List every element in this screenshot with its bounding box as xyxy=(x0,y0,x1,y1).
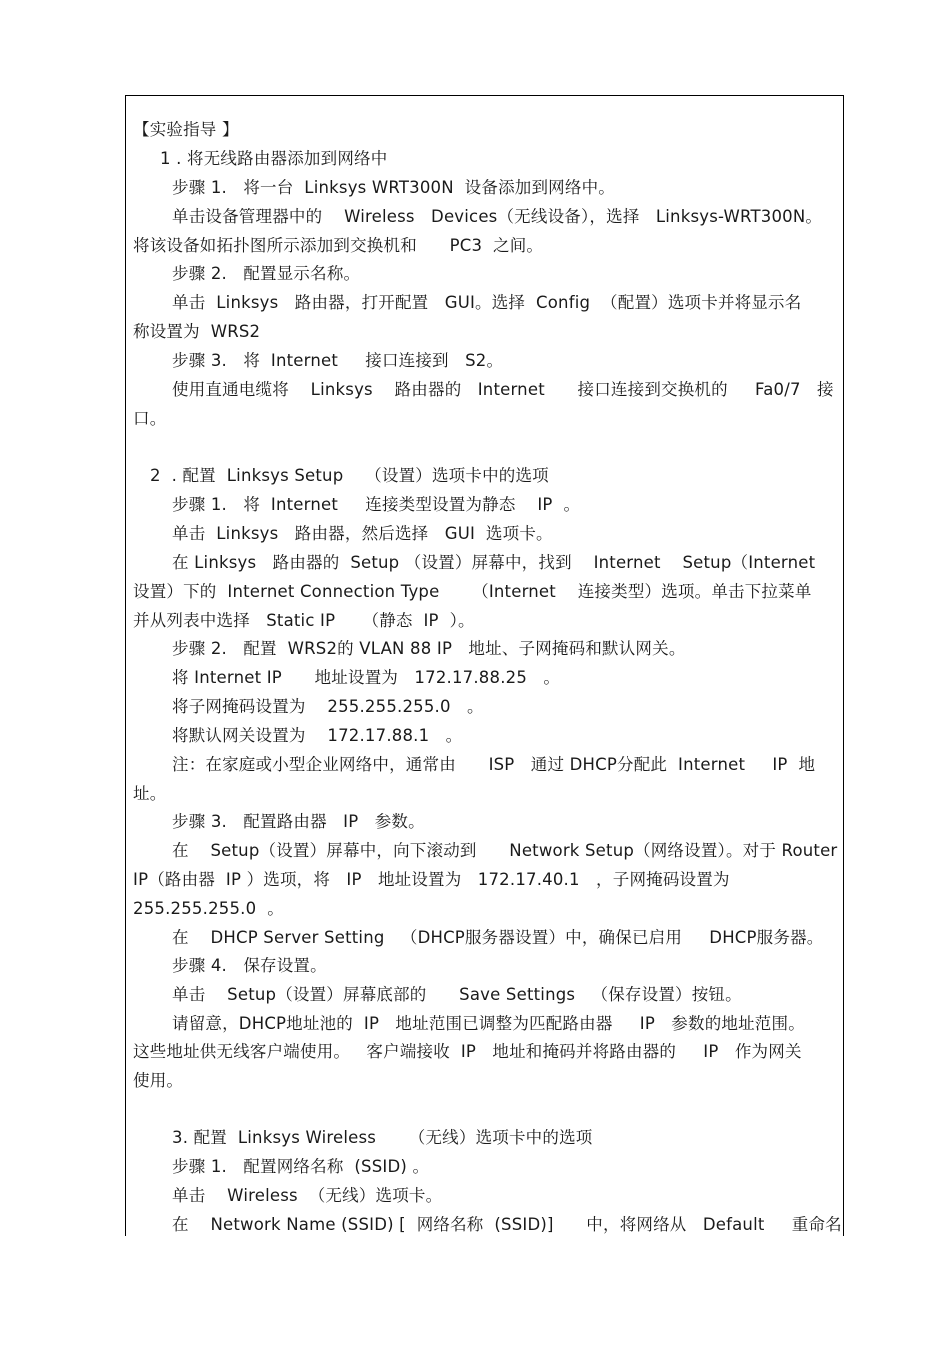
text-line: 在 DHCP Server Setting （DHCP服务器设置）中，确保已启用 DHCP服务器。 xyxy=(172,928,824,947)
section-title-1: 1 . 将无线路由器添加到网络中 xyxy=(160,149,388,168)
text-line: 步骤 2. 配置显示名称。 xyxy=(172,264,361,283)
text-line: 设置）下的 Internet Connection Type （Internet 连接类型）选项。单击下拉菜单 xyxy=(133,582,812,601)
text-line: 步骤 1. 将一台 Linksys WRT300N 设备添加到网络中。 xyxy=(172,178,615,197)
text-line: 口。 xyxy=(133,409,167,428)
text-line: 这些地址供无线客户端使用。 客户端接收 IP 地址和掩码并将路由器的 IP 作为网关 xyxy=(133,1042,802,1061)
text-line: 注：在家庭或小型企业网络中，通常由 ISP 通过 DHCP分配此 Internet IP 地 xyxy=(172,755,816,774)
text-line: 单击 Linksys 路由器，打开配置 GUI。选择 Config （配置）选项卡并将显示名 xyxy=(172,293,802,312)
text-line: 将默认网关设置为 172.17.88.1 。 xyxy=(172,726,463,745)
text-line: 将该设备如拓扑图所示添加到交换机和 PC3 之间。 xyxy=(133,236,544,255)
text-line: 址。 xyxy=(133,784,167,803)
text-line: 使用。 xyxy=(133,1071,184,1090)
text-line: 将 Internet IP 地址设置为 172.17.88.25 。 xyxy=(172,668,561,687)
text-line: 255.255.255.0 。 xyxy=(133,899,284,918)
text-line: 步骤 3. 配置路由器 IP 参数。 xyxy=(172,812,425,831)
section-heading: 【实验指导 】 xyxy=(133,120,239,139)
text-line: 单击 Setup（设置）屏幕底部的 Save Settings （保存设置）按钮。 xyxy=(172,985,742,1004)
text-line: 请留意，DHCP地址池的 IP 地址范围已调整为匹配路由器 IP 参数的地址范围。 xyxy=(172,1014,805,1033)
text-line: 步骤 3. 将 Internet 接口连接到 S2。 xyxy=(172,351,504,370)
text-line: 单击 Linksys 路由器，然后选择 GUI 选项卡。 xyxy=(172,524,553,543)
text-line: 步骤 1. 将 Internet 连接类型设置为静态 IP 。 xyxy=(172,495,581,514)
text-line: IP（路由器 IP ）选项，将 IP 地址设置为 172.17.40.1 ，子网掩码设置为 xyxy=(133,870,730,889)
text-line: 在 Linksys 路由器的 Setup （设置）屏幕中，找到 Internet Setup（Internet xyxy=(172,553,816,572)
text-line: 步骤 4. 保存设置。 xyxy=(172,956,327,975)
text-line: 使用直通电缆将 Linksys 路由器的 Internet 接口连接到交换机的 Fa0/7 接 xyxy=(172,380,834,399)
section-title-2: 2 . 配置 Linksys Setup （设置）选项卡中的选项 xyxy=(150,466,549,485)
text-line: 步骤 1. 配置网络名称 (SSID) 。 xyxy=(172,1157,430,1176)
text-line: 在 Network Name (SSID) [ 网络名称 (SSID)] 中，将网络从 Default 重命名 xyxy=(172,1215,842,1234)
text-line: 步骤 2. 配置 WRS2的 VLAN 88 IP 地址、子网掩码和默认网关。 xyxy=(172,639,686,658)
text-line: 在 Setup（设置）屏幕中，向下滚动到 Network Setup（网络设置）。对于 Router xyxy=(172,841,838,860)
section-title-3: 3. 配置 Linksys Wireless （无线）选项卡中的选项 xyxy=(172,1128,593,1147)
text-line: 单击 Wireless （无线）选项卡。 xyxy=(172,1186,443,1205)
text-line: 将子网掩码设置为 255.255.255.0 。 xyxy=(172,697,484,716)
text-line: 称设置为 WRS2 xyxy=(133,322,261,341)
text-line: 单击设备管理器中的 Wireless Devices（无线设备），选择 Linksys-WRT300N。 xyxy=(172,207,823,226)
text-line: 并从列表中选择 Static IP （静态 IP ）。 xyxy=(133,611,475,630)
